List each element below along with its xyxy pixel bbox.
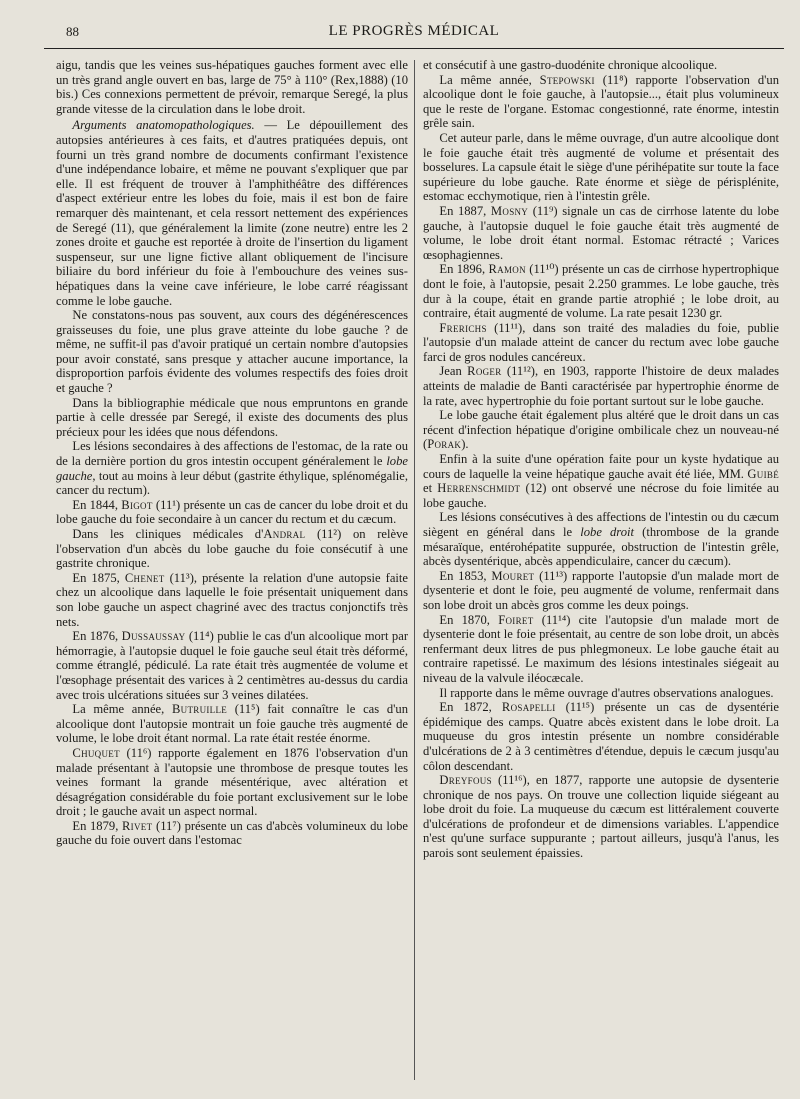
paragraph: [56, 58, 408, 116]
section-heading: Arguments anatomopathologiques.: [72, 118, 255, 133]
paragraph-text: (11²) on relève l'observation d'un abcès du lobe gauche du foie consécutif à une gastrite chronique.: [56, 527, 408, 571]
paragraph: [56, 498, 408, 527]
paragraph-text: (11⁸) rapporte l'observation d'un alcoolique dont le foie gauche, à l'autopsie..., était plus volumineux que le reste de l'organe. Estomac congestionné, rate énorme, intestin grêle sain.: [423, 72, 780, 131]
paragraph-text: (11¹⁶), en 1877, rapporte une autopsie de dysenterie chronique de nos pays. On trouve une collection liquide siégeant au lobe droit du foie. La muqueuse du cæcum est littéralement couverte d'ulcérations de profondeur et de dimensions variables. L'appendice n'est qu'une surface suppurante ; partout ailleurs, jusqu'à l'anus, les parois sont seulement épaissies.: [423, 773, 779, 861]
author-name: Mosny: [490, 203, 529, 218]
paragraph-text: (12) ont observé une nécrose du foie limitée au lobe gauche.: [423, 481, 779, 510]
paragraph-text: En 1887,: [439, 203, 491, 218]
paragraph: [423, 131, 779, 204]
paragraph-text: En 1875,: [72, 570, 125, 585]
paragraph-text: Cet auteur parle, dans le même ouvrage, d'un autre alcoolique dont le foie gauche était très augmenté de volume et présentait des bosselures. La capsule était le siège d'une périhépatite sur toute la face supérieure du lobe gauche. Rate énorme et siège de périsplénite, estomac ecchymotique, rien à l'intestin grêle.: [423, 130, 779, 204]
header-rule: [44, 48, 784, 49]
paragraph-text: Les lésions secondaires à des affections de l'estomac, de la rate ou de la dernière portion du gros intestin occupent généralement le: [56, 439, 408, 469]
page-header: [44, 18, 784, 52]
paragraph: [423, 204, 779, 262]
paragraph-text: (11¹⁵) présente un cas de dysentérie épidémique des camps. Quatre abcès existent dans le lobe droit. La muqueuse du gros intestin présente un nombre considérable d'ulcérations de 2 à 3 centimètres d'étendue, depuis le cæcum jusqu'au côlon descendant.: [423, 700, 780, 773]
author-name: Butruille: [171, 702, 228, 717]
paragraph: [56, 118, 408, 308]
paragraph: [56, 527, 408, 571]
paragraph: [56, 629, 408, 702]
page-number: 88: [66, 24, 79, 39]
paragraph-text: Les lésions consécutives à des affections de l'intestin ou du cæcum siègent en général dans le: [423, 510, 779, 539]
paragraph-text: En 1872,: [439, 700, 502, 715]
paragraph: [423, 408, 779, 452]
author-name: Stepowski: [539, 72, 595, 87]
paragraph-text: Le lobe gauche était également plus altéré que le droit dans un cas récent d'infection hépatique d'origine ombilicale chez un nouveau-né (: [423, 408, 779, 452]
paragraph-text: (11¹³) rapporte l'autopsie d'un malade mort de dysenterie et dont le foie, peu augmenté de volume, renfermait dans son lobe droit un abcès gros comme les deux poings.: [423, 568, 780, 612]
emphasis: lobe gauche: [56, 454, 408, 483]
paragraph-text: , tout au moins à leur début (gastrite éthylique, splénomégalie, cancer du rectum).: [56, 468, 408, 498]
paragraph-text: (11⁷) présente un cas d'abcès volumineux du lobe gauche du foie ouvert dans l'estomac: [56, 818, 408, 848]
paragraph: [423, 700, 779, 773]
paragraph: [423, 510, 779, 568]
paragraph: [423, 452, 779, 510]
column-divider: [414, 60, 415, 1080]
paragraph-text: (thrombose de la grande mésaraïque, entérohépatite suppurée, obstruction de l'intestin grêle, abcès dysentérique, abcès appendiculaire, cancer du cæcum).: [423, 525, 779, 569]
author-name: Porak: [427, 437, 462, 452]
author-name: Dussaussay: [121, 629, 186, 644]
paragraph: [56, 571, 408, 629]
paragraph: [56, 396, 408, 440]
paragraph-text: — Le dépouillement des autopsies antérieures à ces faits, et d'autres pratiquées depuis, ont fourni un très grand nombre de documents confirmant l'existence d'une indépendance lobaire, et même ne pouvant s'expliquer que par elle. Il est fréquent de trouver à l'amphithéâtre des différences d'aspect extérieur entre les lobes du foie, mais il est bon de faire remarquer dès maintenant, et cela ressort nettement des expériences de Seregé (11), que généralement la limite (zone neutre) entre les 2 zones droite et gauche est reportée à droite de l'insertion du ligament suspenseur, sur une ligne fictive allant obliquement de l'incisure biliaire du bord inférieur du foie à l'embouchure des veines sus-hépatiques dans la veine cave inférieure, le lobe carré réagissant comme le lobe gauche.: [56, 118, 408, 308]
paragraph-text: Ne constatons-nous pas souvent, aux cours des dégénérescences graisseuses du foie, une plus grave atteinte du lobe gauche ? de même, ne suffit-il pas d'avoir pratiqué un certain nombre d'autopsies pour avoir constaté, sans presque y attacher aucune importance, la disproportion parfois évidente des volumes respectifs des foies droit et gauche ?: [56, 308, 408, 396]
author-name: Herrenschmidt: [437, 481, 521, 496]
paragraph-text: (11⁴) publie le cas d'un alcoolique mort par hémorragie, à l'autopsie duquel le foie gauche seul était très déformé, comme étranglé, pédiculé. La rate était très augmentée de volume et l'œsophage présentait des varices à 2 centimètres au-dessus du cardia avec trois ulcérations situées sur 3 veines dilatées.: [56, 629, 409, 702]
author-name: Chenet: [124, 570, 165, 585]
author-name: Guibé: [747, 466, 779, 481]
paragraph-text: (11⁶) rapporte également en 1876 l'observation d'un malade présentant à l'autopsie une thrombose de presque toutes les veines formant la grande mésentérique, avec altération et désagrégation considérable du foie portant exclusivement sur le lobe droit ; le gauche avait un aspect normal.: [56, 745, 408, 819]
paragraph-text: (11⁹) signale un cas de cirrhose latente du lobe gauche, à l'autopsie duquel le foie gauche était très augmenté de volume, le lobe droit étant normal. Estomac rétracté ; Varices œsophagiennes.: [423, 203, 780, 262]
author-name: Roger: [467, 364, 502, 379]
author-name: Frerichs: [439, 320, 487, 335]
paragraph-text: En 1879,: [72, 818, 122, 833]
paragraph: [423, 262, 779, 320]
journal-title: LE PROGRÈS MÉDICAL: [328, 23, 500, 39]
paragraph-text: En 1870,: [439, 612, 499, 627]
paragraph-text: (11⁵) fait connaître le cas d'un alcoolique dont l'autopsie montrait un foie gauche très augmenté de volume, le lobe droit étant normal. La rate était restée énorme.: [56, 702, 408, 746]
paragraph-text: Jean: [439, 364, 468, 379]
paragraph-text: La même année,: [72, 702, 172, 717]
paragraph: [423, 686, 779, 701]
paragraph: [56, 702, 408, 746]
paragraph: [56, 439, 408, 497]
paragraph-text: (11¹²), en 1903, rapporte l'histoire de deux malades atteints de maladie de Banti caractérisée par hypertrophie énorme de la rate, avec hypertrophie du foie portant surtout sur le lobe gauche.: [423, 364, 779, 408]
paragraph: [56, 746, 408, 819]
paragraph-text: aigu, tandis que les veines sus-hépatiques gauches forment avec elle un très grand angle ouvert en bas, large de 75° à 110° (Rex,1888) (10 bis.) Ces connexions permettent de prévoir, remarque Seregé, la plus grande vitesse de la circulation dans le lobe droit.: [56, 58, 408, 116]
author-name: Rosapelli: [501, 700, 556, 715]
paragraph-text: La même année,: [439, 72, 540, 87]
paragraph-text: et: [423, 481, 438, 496]
paragraph-text: En 1876,: [72, 629, 122, 644]
paragraph-text: (11¹⁴) cite l'autopsie d'un malade mort de dysenterie dont le foie présentait, au centre de son lobe droit, un abcès renfermant deux litres de pus phlegmoneux. Le lobe gauche était au contraire rapetissé. Le maximum des lésions intestinales siégeait au niveau de la valvule iléocæcale.: [423, 612, 780, 685]
paragraph: [423, 364, 779, 408]
author-name: Chuquet: [72, 745, 120, 760]
paragraph: [56, 819, 408, 848]
paragraph-text: Il rapporte dans le même ouvrage d'autres observations analogues.: [439, 685, 774, 700]
paragraph: [423, 569, 779, 613]
paragraph-text: En 1844,: [72, 497, 122, 512]
paragraph-text: En 1896,: [439, 262, 489, 277]
paragraph: [423, 321, 779, 365]
paragraph: [423, 58, 779, 73]
paragraph-text: Enfin à la suite d'une opération faite pour un kyste hydatique au cours de laquelle la veine hépatique gauche avait été liée, MM.: [423, 452, 779, 481]
paragraph-text: En 1853,: [439, 568, 492, 583]
paragraph-text: Dans les cliniques médicales d': [72, 527, 264, 541]
author-name: Andral: [263, 527, 306, 541]
paragraph: [423, 613, 779, 686]
emphasis: lobe droit: [580, 525, 635, 539]
right-column: [423, 58, 779, 861]
author-name: Bigot: [121, 497, 153, 512]
paragraph-text: (11¹⁰) présente un cas de cirrhose hypertrophique dont le foie, à l'autopsie, pesait 2.250 grammes. Le lobe gauche, très dur à la coupe, était en grande partie atrophié ; le lobe droit, au contraire, était augmenté de volume. La rate pesait 1230 gr.: [423, 262, 779, 321]
paragraph-text: et consécutif à une gastro-duodénite chronique alcoolique.: [423, 58, 718, 72]
paragraph-text: (11¹) présente un cas de cancer du lobe droit et du lobe gauche du foie secondaire à un cancer du rectum et du cæcum.: [56, 497, 408, 527]
paragraph: [423, 773, 779, 861]
author-name: Ramon: [488, 262, 526, 277]
paragraph-text: (11¹¹), dans son traité des maladies du foie, publie l'autopsie d'un malade atteint de cancer du rectum avec lobe gauche farci de gros nodules cancéreux.: [423, 320, 779, 364]
author-name: Dreyfous: [439, 773, 492, 788]
author-name: Foiret: [498, 612, 534, 627]
author-name: Rivet: [121, 818, 153, 833]
paragraph-text: (11³), présente la relation d'une autopsie faite chez un alcoolique dans laquelle le foie présentait uniquement dans son lobe gauche un aspect chagriné avec des tractus conjonctifs très nets.: [56, 570, 408, 629]
author-name: Mouret: [491, 568, 535, 583]
paragraph: [423, 73, 779, 131]
paragraph-text: Dans la bibliographie médicale que nous empruntons en grande partie à celle dressée par Seregé, il existe des documents des plus précieux pour les idées que nous défendons.: [56, 395, 408, 439]
left-column: [56, 58, 408, 848]
paragraph: [56, 308, 408, 396]
paragraph-text: ).: [461, 437, 469, 452]
